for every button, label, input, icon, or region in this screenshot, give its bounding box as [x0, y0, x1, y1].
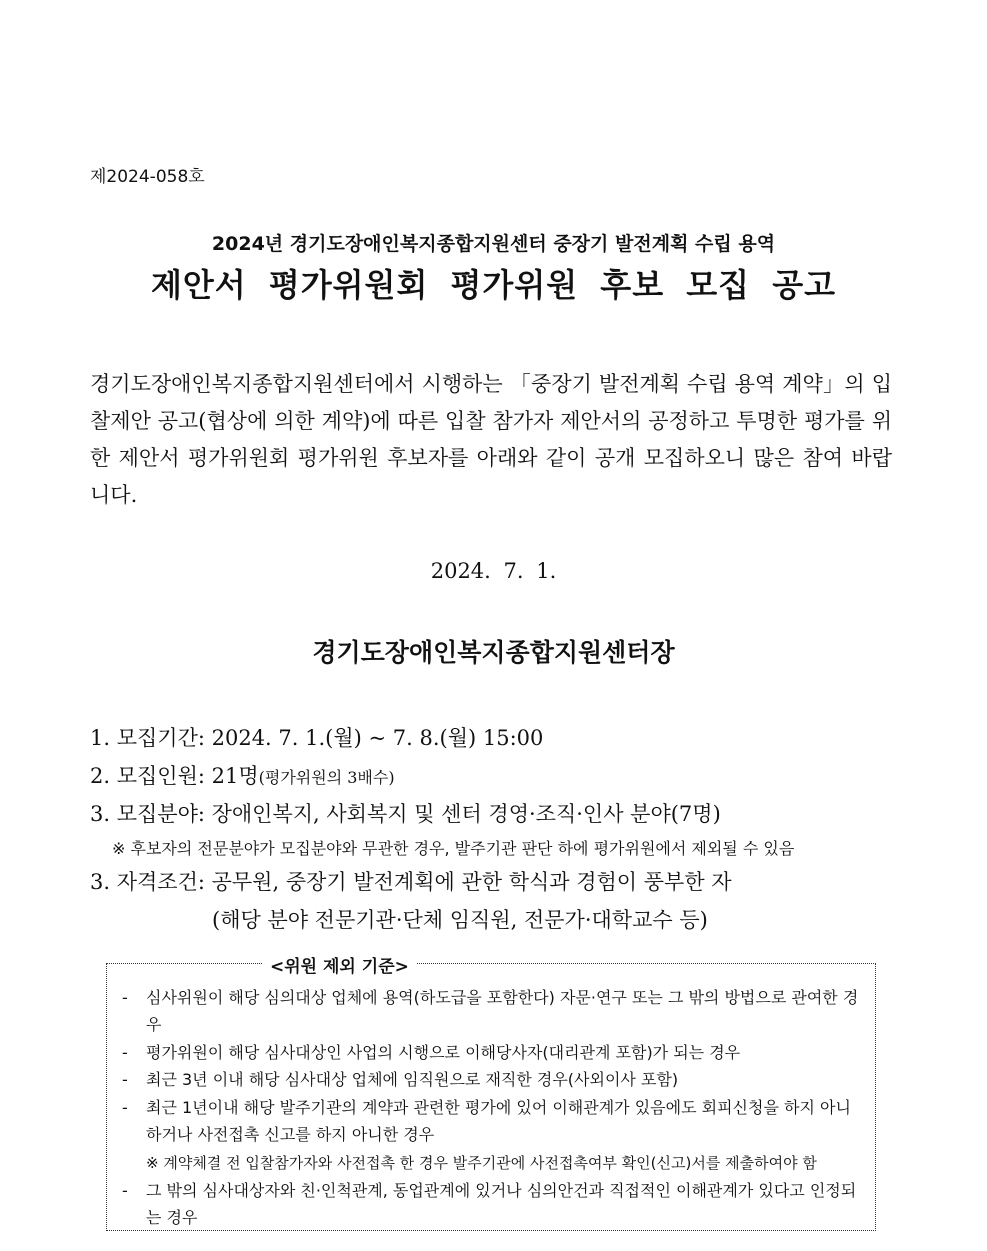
- recruit-count: [90, 760, 395, 790]
- exclusion-criterion: [122, 984, 862, 1038]
- document-number: 제2024-058호: [90, 167, 205, 187]
- exclusion-criterion: [122, 1177, 862, 1231]
- exclusion-criterion-text: 심사위원이 해당 심의대상 업체에 용역(하도급을 포함한다) 자문·연구 또는 그 밖의 방법으로 관여한 경우: [146, 988, 859, 1034]
- recruit-period: 1. 모집기간: 2024. 7. 1.(월) ~ 7. 8.(월) 15:00: [90, 726, 544, 750]
- intro-paragraph: 경기도장애인복지종합지원센터에서 시행하는 「중장기 발전계획 수립 용역 계약」의 입찰제안 공고(협상에 의한 계약)에 따른 입찰 참가자 제안서의 공정하고 투명한 평가를 위한 제안서 평가위원회 평가위원 후보자를 아래와 같이 공개 모집하오니 많은 참여 바랍니다.: [90, 372, 892, 507]
- notice-title: 제안서 평가위원회 평가위원 후보 모집 공고: [150, 266, 837, 304]
- exclusion-criterion-text: 그 밖의 심사대상자와 친·인척관계, 동업관계에 있거나 심의안건과 직접적인 이해관계가 있다고 인정되는 경우: [146, 1181, 857, 1227]
- bullet-dash: -: [122, 1181, 128, 1200]
- recruit-field-note: ※ 후보자의 전문분야가 모집분야와 무관한 경우, 발주기관 판단 하에 평가위원에서 제외될 수 있음: [112, 839, 795, 858]
- qualification-detail: (해당 분야 전문기관·단체 임직원, 전문가·대학교수 등): [212, 908, 708, 932]
- recruit-count-detail: (평가위원의 3배수): [258, 768, 395, 787]
- bullet-dash: -: [122, 1070, 128, 1089]
- bullet-dash: -: [122, 988, 128, 1007]
- bullet-dash: -: [122, 1098, 128, 1117]
- recruit-field: 3. 모집분야: 장애인복지, 사회복지 및 센터 경영·조직·인사 분야(7명): [90, 802, 721, 826]
- exclusion-criterion-text: 최근 3년 이내 해당 심사대상 업체에 임직원으로 재직한 경우(사외이사 포함): [146, 1070, 679, 1089]
- exclusion-criterion-text: 평가위원이 해당 심사대상인 사업의 시행으로 이해당사자(대리관계 포함)가 되는 경우: [146, 1043, 741, 1062]
- recruit-count-main: 2. 모집인원: 21명: [90, 764, 259, 788]
- exclusion-criterion: [122, 1066, 862, 1093]
- notice-subtitle: 2024년 경기도장애인복지종합지원센터 중장기 발전계획 수립 용역: [211, 233, 776, 255]
- exclusion-criterion-text: 최근 1년이내 해당 발주기관의 계약과 관련한 평가에 있어 이해관계가 있음에도 회피신청을 하지 아니하거나 사전접촉 신고를 하지 아니한 경우: [146, 1098, 851, 1144]
- notice-date: 2024. 7. 1.: [430, 559, 557, 583]
- exclusion-criterion: [122, 1039, 862, 1066]
- exclusion-criterion: [122, 1094, 862, 1148]
- exclusion-note: ※ 계약체결 전 입찰참가자와 사전접촉 한 경우 발주기관에 사전접촉여부 확인(신고)서를 제출하여야 함: [146, 1154, 817, 1172]
- issuer-name: 경기도장애인복지종합지원센터장: [312, 638, 675, 667]
- bullet-dash: -: [122, 1043, 128, 1062]
- exclusion-criteria-title: <위원 제외 기준>: [262, 952, 417, 977]
- qualification: 3. 자격조건: 공무원, 중장기 발전계획에 관한 학식과 경험이 풍부한 자: [90, 870, 732, 894]
